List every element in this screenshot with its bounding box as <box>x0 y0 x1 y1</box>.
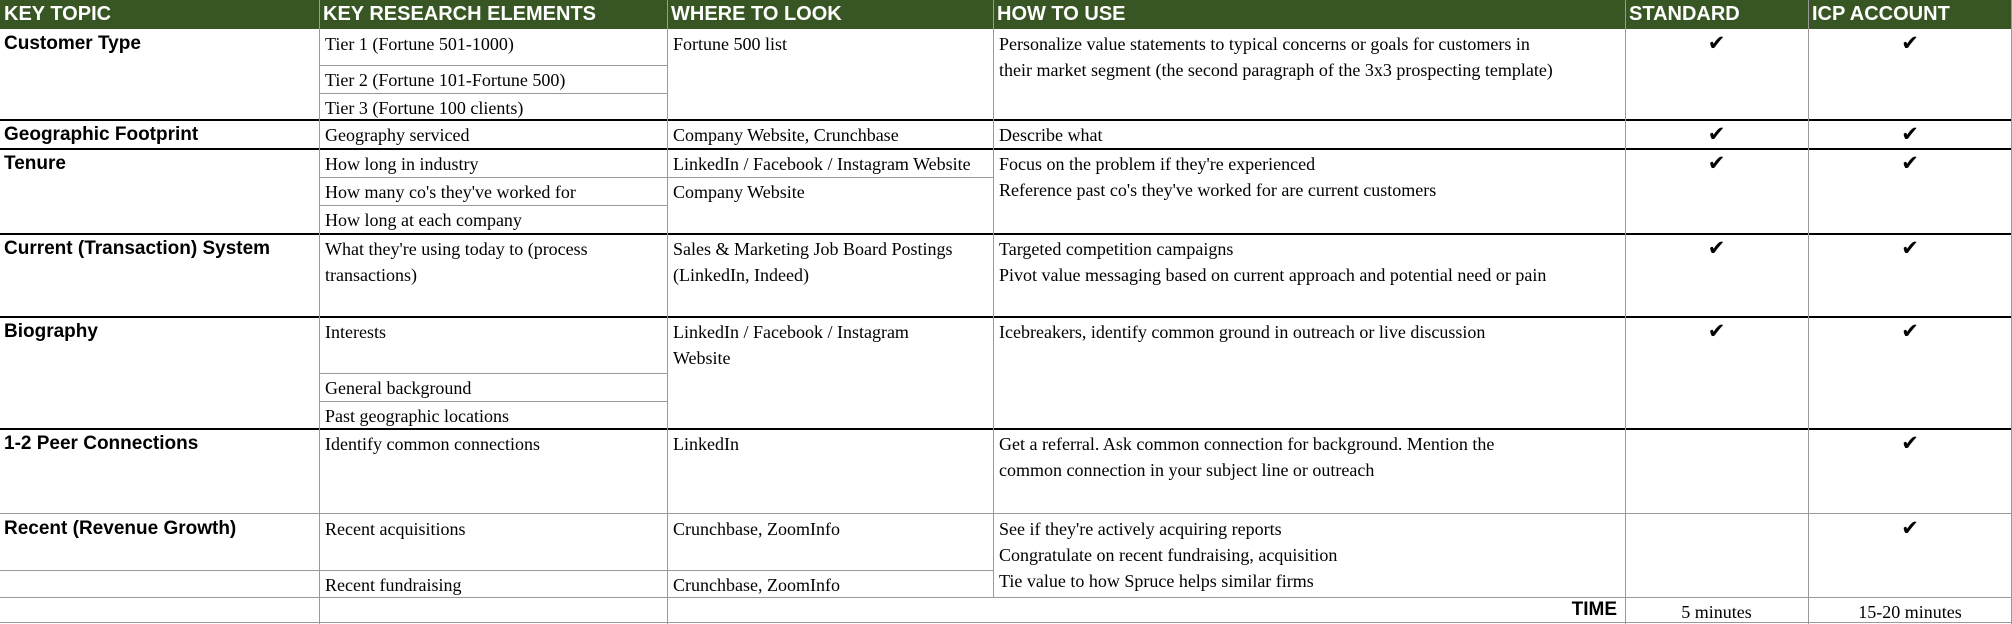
where-customer-type <box>667 29 993 119</box>
row-divider <box>0 316 2012 318</box>
icp-check-peer-connections: ✔ <box>1901 431 1919 455</box>
how-tenure <box>993 149 1625 233</box>
sub-row-divider <box>319 177 993 178</box>
topic-biography: Biography <box>4 321 98 342</box>
element-tier-3: Tier 3 (Fortune 100 clients) <box>325 98 524 118</box>
icp-check-geographic-footprint: ✔ <box>1901 122 1919 146</box>
row-divider <box>0 622 2012 623</box>
row-divider <box>0 233 2012 235</box>
column-divider <box>319 0 320 624</box>
where-recent-fundraising: Crunchbase, ZoomInfo <box>673 575 840 595</box>
time-label: TIME <box>1571 599 1617 620</box>
row-divider <box>0 148 2012 150</box>
icp-check-customer-type: ✔ <box>1901 31 1919 55</box>
where-line: Fortune 500 list <box>673 34 788 54</box>
sub-row-divider <box>319 373 667 374</box>
header-where-to-look: WHERE TO LOOK <box>667 0 993 29</box>
topic-tenure: Tenure <box>4 153 66 174</box>
element-tier-1: Tier 1 (Fortune 501-1000) <box>325 34 514 54</box>
sub-row-divider <box>319 401 667 402</box>
how-biography: Icebreakers, identify common ground in outreach or live discussion <box>999 322 1486 342</box>
sub-row-divider <box>319 65 667 66</box>
standard-check-geographic-footprint: ✔ <box>1707 122 1726 146</box>
how-line: Congratulate on recent fundraising, acquisition <box>999 545 1338 565</box>
header-key-topic: KEY TOPIC <box>0 0 319 29</box>
sub-row-divider <box>319 205 667 206</box>
element-general-background: General background <box>325 378 472 398</box>
sub-row-divider <box>0 570 993 571</box>
element-interests: Interests <box>325 322 386 342</box>
topic-recent-growth: Recent (Revenue Growth) <box>4 518 237 539</box>
where-line: (LinkedIn, Indeed) <box>673 265 809 285</box>
topic-peer-connections: 1-2 Peer Connections <box>4 433 199 454</box>
where-recent-acquisitions: Crunchbase, ZoomInfo <box>673 519 840 539</box>
element-how-many-cos: How many co's they've worked for <box>325 182 576 202</box>
how-line: Reference past co's they've worked for are current customers <box>999 180 1437 200</box>
how-line: Personalize value statements to typical concerns or goals for customers in <box>999 34 1530 54</box>
where-line: Sales & Marketing Job Board Postings <box>673 239 953 259</box>
where-geographic-footprint: Company Website, Crunchbase <box>673 125 899 145</box>
how-line: common connection in your subject line or outreach <box>999 460 1375 480</box>
standard-check-tenure: ✔ <box>1707 151 1726 175</box>
header-standard: STANDARD <box>1625 0 1808 29</box>
topic-current-system: Current (Transaction) System <box>4 238 271 259</box>
row-divider <box>0 513 2012 514</box>
where-biography <box>667 317 993 428</box>
row-divider <box>0 119 2012 121</box>
icp-check-recent-growth: ✔ <box>1901 516 1919 540</box>
where-tenure-company-website: Company Website <box>673 182 805 202</box>
how-geographic-footprint: Describe what <box>999 125 1103 145</box>
element-tier-2: Tier 2 (Fortune 101-Fortune 500) <box>325 70 566 90</box>
standard-check-customer-type: ✔ <box>1707 31 1726 55</box>
how-line: Pivot value messaging based on current approach and potential need or pain <box>999 265 1547 285</box>
how-customer-type <box>993 29 1625 119</box>
sub-row-divider <box>319 93 667 94</box>
element-line: transactions) <box>325 265 417 285</box>
column-divider <box>993 0 994 597</box>
time-icp: 15-20 minutes <box>1858 602 1962 622</box>
icp-check-biography: ✔ <box>1901 319 1919 343</box>
how-line: Tie value to how Spruce helps similar firms <box>999 571 1314 591</box>
how-line: Targeted competition campaigns <box>999 239 1234 259</box>
element-recent-acquisitions: Recent acquisitions <box>325 519 466 539</box>
how-line: their market segment (the second paragraph of the 3x3 prospecting template) <box>999 60 1553 80</box>
icp-check-current-system: ✔ <box>1901 236 1919 260</box>
time-standard: 5 minutes <box>1681 602 1752 622</box>
how-line: Focus on the problem if they're experienced <box>999 154 1316 174</box>
topic-customer-type: Customer Type <box>4 33 141 54</box>
element-past-locations: Past geographic locations <box>325 406 509 426</box>
where-tenure-social: LinkedIn / Facebook / Instagram Website <box>673 154 971 174</box>
element-line: What they're using today to (process <box>325 239 588 259</box>
header-key-research-elements: KEY RESEARCH ELEMENTS <box>319 0 667 29</box>
icp-check-tenure: ✔ <box>1901 151 1919 175</box>
row-divider <box>0 428 2012 430</box>
element-common-connections: Identify common connections <box>325 434 540 454</box>
standard-check-biography: ✔ <box>1707 319 1726 343</box>
where-line: Website <box>673 348 731 368</box>
how-recent-growth <box>993 514 1625 597</box>
topic-geographic-footprint: Geographic Footprint <box>4 124 199 145</box>
column-divider <box>667 0 668 624</box>
where-line: LinkedIn / Facebook / Instagram <box>673 322 909 342</box>
how-current-system <box>993 234 1625 316</box>
column-divider <box>1625 0 1626 624</box>
standard-check-current-system: ✔ <box>1707 236 1726 260</box>
element-geography-serviced: Geography serviced <box>325 125 470 145</box>
how-line: See if they're actively acquiring reports <box>999 519 1282 539</box>
element-current-system <box>319 234 667 316</box>
header-how-to-use: HOW TO USE <box>993 0 1625 29</box>
where-peer-connections: LinkedIn <box>673 434 739 454</box>
column-divider <box>1808 0 1809 624</box>
header-icp-account: ICP ACCOUNT <box>1808 0 2012 29</box>
how-line: Get a referral. Ask common connection for background. Mention the <box>999 434 1495 454</box>
how-peer-connections <box>993 429 1625 513</box>
element-how-long-in-industry: How long in industry <box>325 154 479 174</box>
where-current-system <box>667 234 993 316</box>
row-divider <box>0 597 2012 598</box>
element-how-long-each-company: How long at each company <box>325 210 522 230</box>
element-recent-fundraising: Recent fundraising <box>325 575 462 595</box>
